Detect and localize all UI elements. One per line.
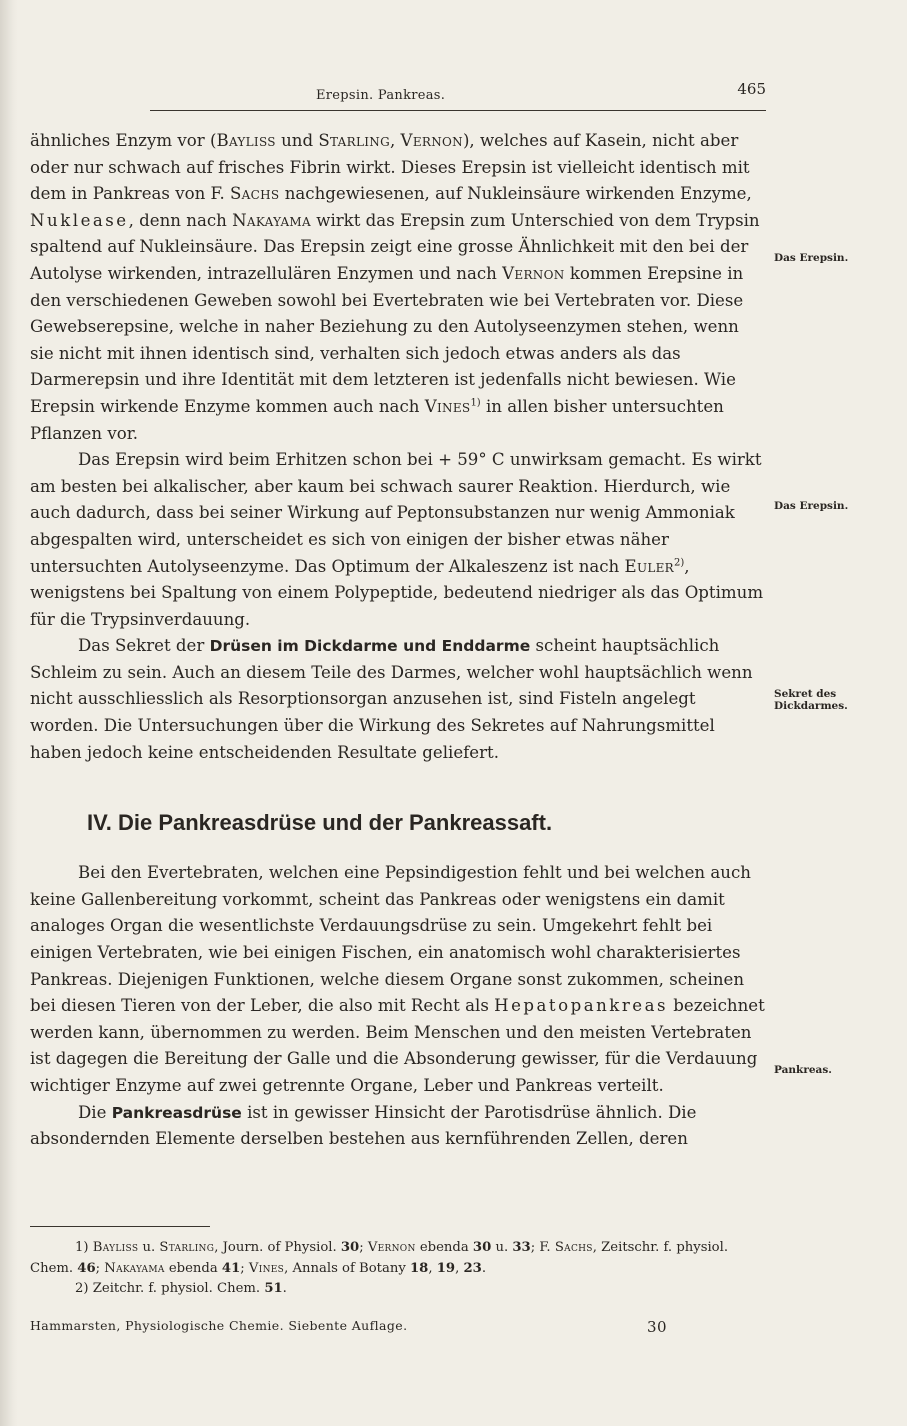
text-run-sc: Nakayama — [232, 210, 311, 230]
margin-note-pankreas: Pankreas. — [774, 1064, 832, 1076]
paragraph — [30, 1100, 765, 1153]
text-run: , Zeitschr. f. physiol. Chem. — [30, 1240, 729, 1276]
text-run: , Annals of Botany — [284, 1260, 410, 1276]
page-edge-shadow — [0, 0, 18, 1426]
text-run: u. — [138, 1240, 160, 1255]
text-run-sc: Vernon — [502, 263, 565, 283]
text-run-b: 30 — [472, 1240, 492, 1255]
text-run-sc: Bayliss — [216, 131, 276, 150]
text-run: . — [481, 1260, 487, 1276]
text-run: . — [282, 1281, 287, 1296]
text-run-sc: Vines — [424, 396, 471, 416]
imprint-line — [30, 1318, 667, 1336]
text-run: ; — [95, 1260, 105, 1276]
text-run-sup: 1) — [470, 397, 481, 409]
text-run-sc: Bayliss — [92, 1240, 139, 1255]
page-body — [30, 128, 765, 1153]
footnote — [30, 1238, 765, 1279]
text-run: u. — [491, 1240, 513, 1255]
text-run: 1) — [75, 1240, 93, 1255]
paragraph — [30, 860, 765, 1099]
text-run-b: 19 — [436, 1260, 456, 1276]
text-run-b: 30 — [340, 1240, 360, 1255]
text-run-b: 18 — [409, 1260, 429, 1276]
text-run-sc: Vernon — [400, 131, 463, 150]
header-rule — [150, 110, 766, 111]
text-run: ; F. — [530, 1240, 555, 1255]
text-run-b: 46 — [77, 1260, 96, 1276]
footnote — [30, 1279, 765, 1300]
text-run: Die — [78, 1102, 112, 1122]
text-run: in allen bisher untersuchten Pflanzen vor. — [30, 396, 724, 443]
paragraph — [30, 128, 765, 447]
text-run-sc: Vines — [248, 1260, 285, 1276]
imprint-text: Hammarsten, Physiologische Chemie. Siebente Auflage. — [30, 1318, 408, 1333]
text-run: bezeichnet werden kann, übernommen zu werden. Beim Menschen und den meisten Vertebraten ist dagegen die Bereitung der Galle und die Absonderung gewisser, für die Verdauung wichtiger Enzyme auf zwei getrennte Organe, Leber und Pankreas verteilt. — [30, 996, 765, 1095]
text-run-bold: Drüsen im Dickdarme und Enddarme — [209, 637, 531, 656]
text-run: ähnliches Enzym vor ( — [30, 131, 217, 150]
text-run: , denn nach — [128, 210, 233, 230]
margin-note-sekret — [774, 688, 848, 712]
text-run-sp: Nuklease — [30, 210, 129, 230]
paragraph — [30, 633, 765, 766]
text-run: , Journ. of Physiol. — [214, 1240, 341, 1255]
text-run: 2) Zeitchr. f. physiol. Chem. — [75, 1281, 265, 1296]
text-run: , wenigstens bei Spaltung von einem Polypeptide, bedeutend niedriger als das Optimum für die Trypsinverdauung. — [30, 556, 764, 629]
text-run-sc: Euler — [624, 556, 675, 576]
text-run-b: 33 — [512, 1240, 531, 1255]
text-run: wirkt das Erepsin zum Unterschied von dem Trypsin spaltend auf Nukleinsäure. Das Erepsin zeigt eine grosse Ähnlichkeit mit den bei der Autolyse wirkenden, intrazellulären Enzymen und nach — [30, 210, 760, 283]
text-run: Das Sekret der — [78, 636, 210, 656]
text-run-sc: Starling — [159, 1240, 215, 1255]
running-head-title: Erepsin. Pankreas. — [316, 88, 446, 103]
text-run: Bei den Evertebraten, welchen eine Pepsindigestion fehlt und bei welchen auch keine Gallenbereitung vorkommt, scheint das Pankreas oder wenigstens ein damit analoges Organ die wesentlichste Verdauungsdrüse zu sein. Umgekehrt fehlt bei einigen Vertebraten, wie bei einigen Fischen, ein anatomisch wohl charakterisiertes Pankreas. Diejenigen Funktionen, welche diesem Organe sonst zukommen, scheinen bei diesen Tieren von der Leber, die also mit Recht als — [30, 863, 751, 1016]
text-run: kommen Erepsine in den verschiedenen Geweben sowohl bei Evertebraten wie bei Vertebraten vor. Diese Gewebserepsine, welche in naher Beziehung zu den Autolyseenzymen stehen, wenn sie nicht mit ihnen identisch sind, verhalten sich jedoch etwas anders als das Darmerepsin und ihre Identität mit dem letzteren ist jedenfalls nicht bewiesen. Wie Erepsin wirkende Enzyme kommen auch nach — [30, 263, 744, 416]
text-run-bold: Pankreasdrüse — [111, 1103, 242, 1122]
margin-note-line: Sekret des — [774, 688, 837, 700]
text-run-sc: Vernon — [367, 1240, 416, 1255]
text-run: nachgewiesenen, auf Nukleinsäure wirkenden Enzyme, — [279, 184, 752, 204]
text-run: scheint hauptsächlich Schleim zu sein. Auch an diesem Teile des Darmes, welcher wohl hauptsächlich wenn nicht ausschliesslich als Resorptionsorgan anzusehen ist, sind Fisteln angelegt worden. Die Untersuchungen über die Wirkung des Sekretes auf Nahrungsmittel haben jedoch keine entscheidenden Resultate geliefert. — [30, 636, 753, 762]
text-run-sc: Sachs — [554, 1240, 593, 1255]
text-run-b: 41 — [221, 1260, 241, 1276]
text-run-b: 51 — [264, 1281, 283, 1296]
text-run: , — [428, 1260, 437, 1276]
running-head — [90, 80, 766, 110]
text-run-sc: Starling — [318, 131, 390, 150]
text-run-sup: 2) — [674, 556, 685, 568]
margin-note-line: Dickdarmes. — [774, 700, 848, 712]
text-run: und — [275, 131, 319, 150]
text-run-sp: Hepatopankreas — [494, 996, 669, 1016]
text-run: ebenda — [164, 1260, 222, 1276]
text-run-b: 23 — [463, 1260, 482, 1276]
text-run: ; — [359, 1240, 368, 1255]
text-run: ist in gewisser Hinsicht der Parotisdrüse ähnlich. Die absondernden Elemente derselben bestehen aus kernführenden Zellen, deren — [30, 1102, 697, 1149]
text-run-sc: Nakayama — [104, 1260, 165, 1276]
paragraph — [30, 447, 765, 633]
text-run: , — [389, 131, 401, 150]
section-heading: IV. Die Pankreasdrüse und der Pankreassaft. — [87, 810, 553, 836]
margin-note-das-erepsin: Das Erepsin. — [774, 500, 849, 512]
page-number: 465 — [737, 80, 766, 98]
text-run: ; — [240, 1260, 249, 1276]
text-run: , — [455, 1260, 464, 1276]
footnotes — [30, 1238, 765, 1300]
sheet-number: 30 — [647, 1318, 667, 1336]
text-run: ebenda — [415, 1240, 473, 1255]
text-run-sc: Sachs — [230, 184, 280, 204]
text-run: Das Erepsin wird beim Erhitzen schon bei + 59° C unwirksam gemacht. Es wirkt am besten bei alkalischer, aber kaum bei schwach saurer Reaktion. Hierdurch, wie auch dadurch, dass bei seiner Wirkung auf Peptonsubstanzen nur wenig Ammoniak abgespalten wird, unterscheidet es sich von einigen der bisher etwas näher untersuchten Autolyseenzyme. Das Optimum der Alkaleszenz ist nach — [30, 450, 762, 576]
margin-note-das-erepsin: Das Erepsin. — [774, 252, 849, 264]
footnote-rule — [30, 1226, 210, 1227]
text-run: ), welches auf Kasein, nicht aber oder nur schwach auf frisches Fibrin wirkt. Dieses Erepsin ist vielleicht identisch mit dem in Pankreas von F. — [30, 131, 750, 204]
